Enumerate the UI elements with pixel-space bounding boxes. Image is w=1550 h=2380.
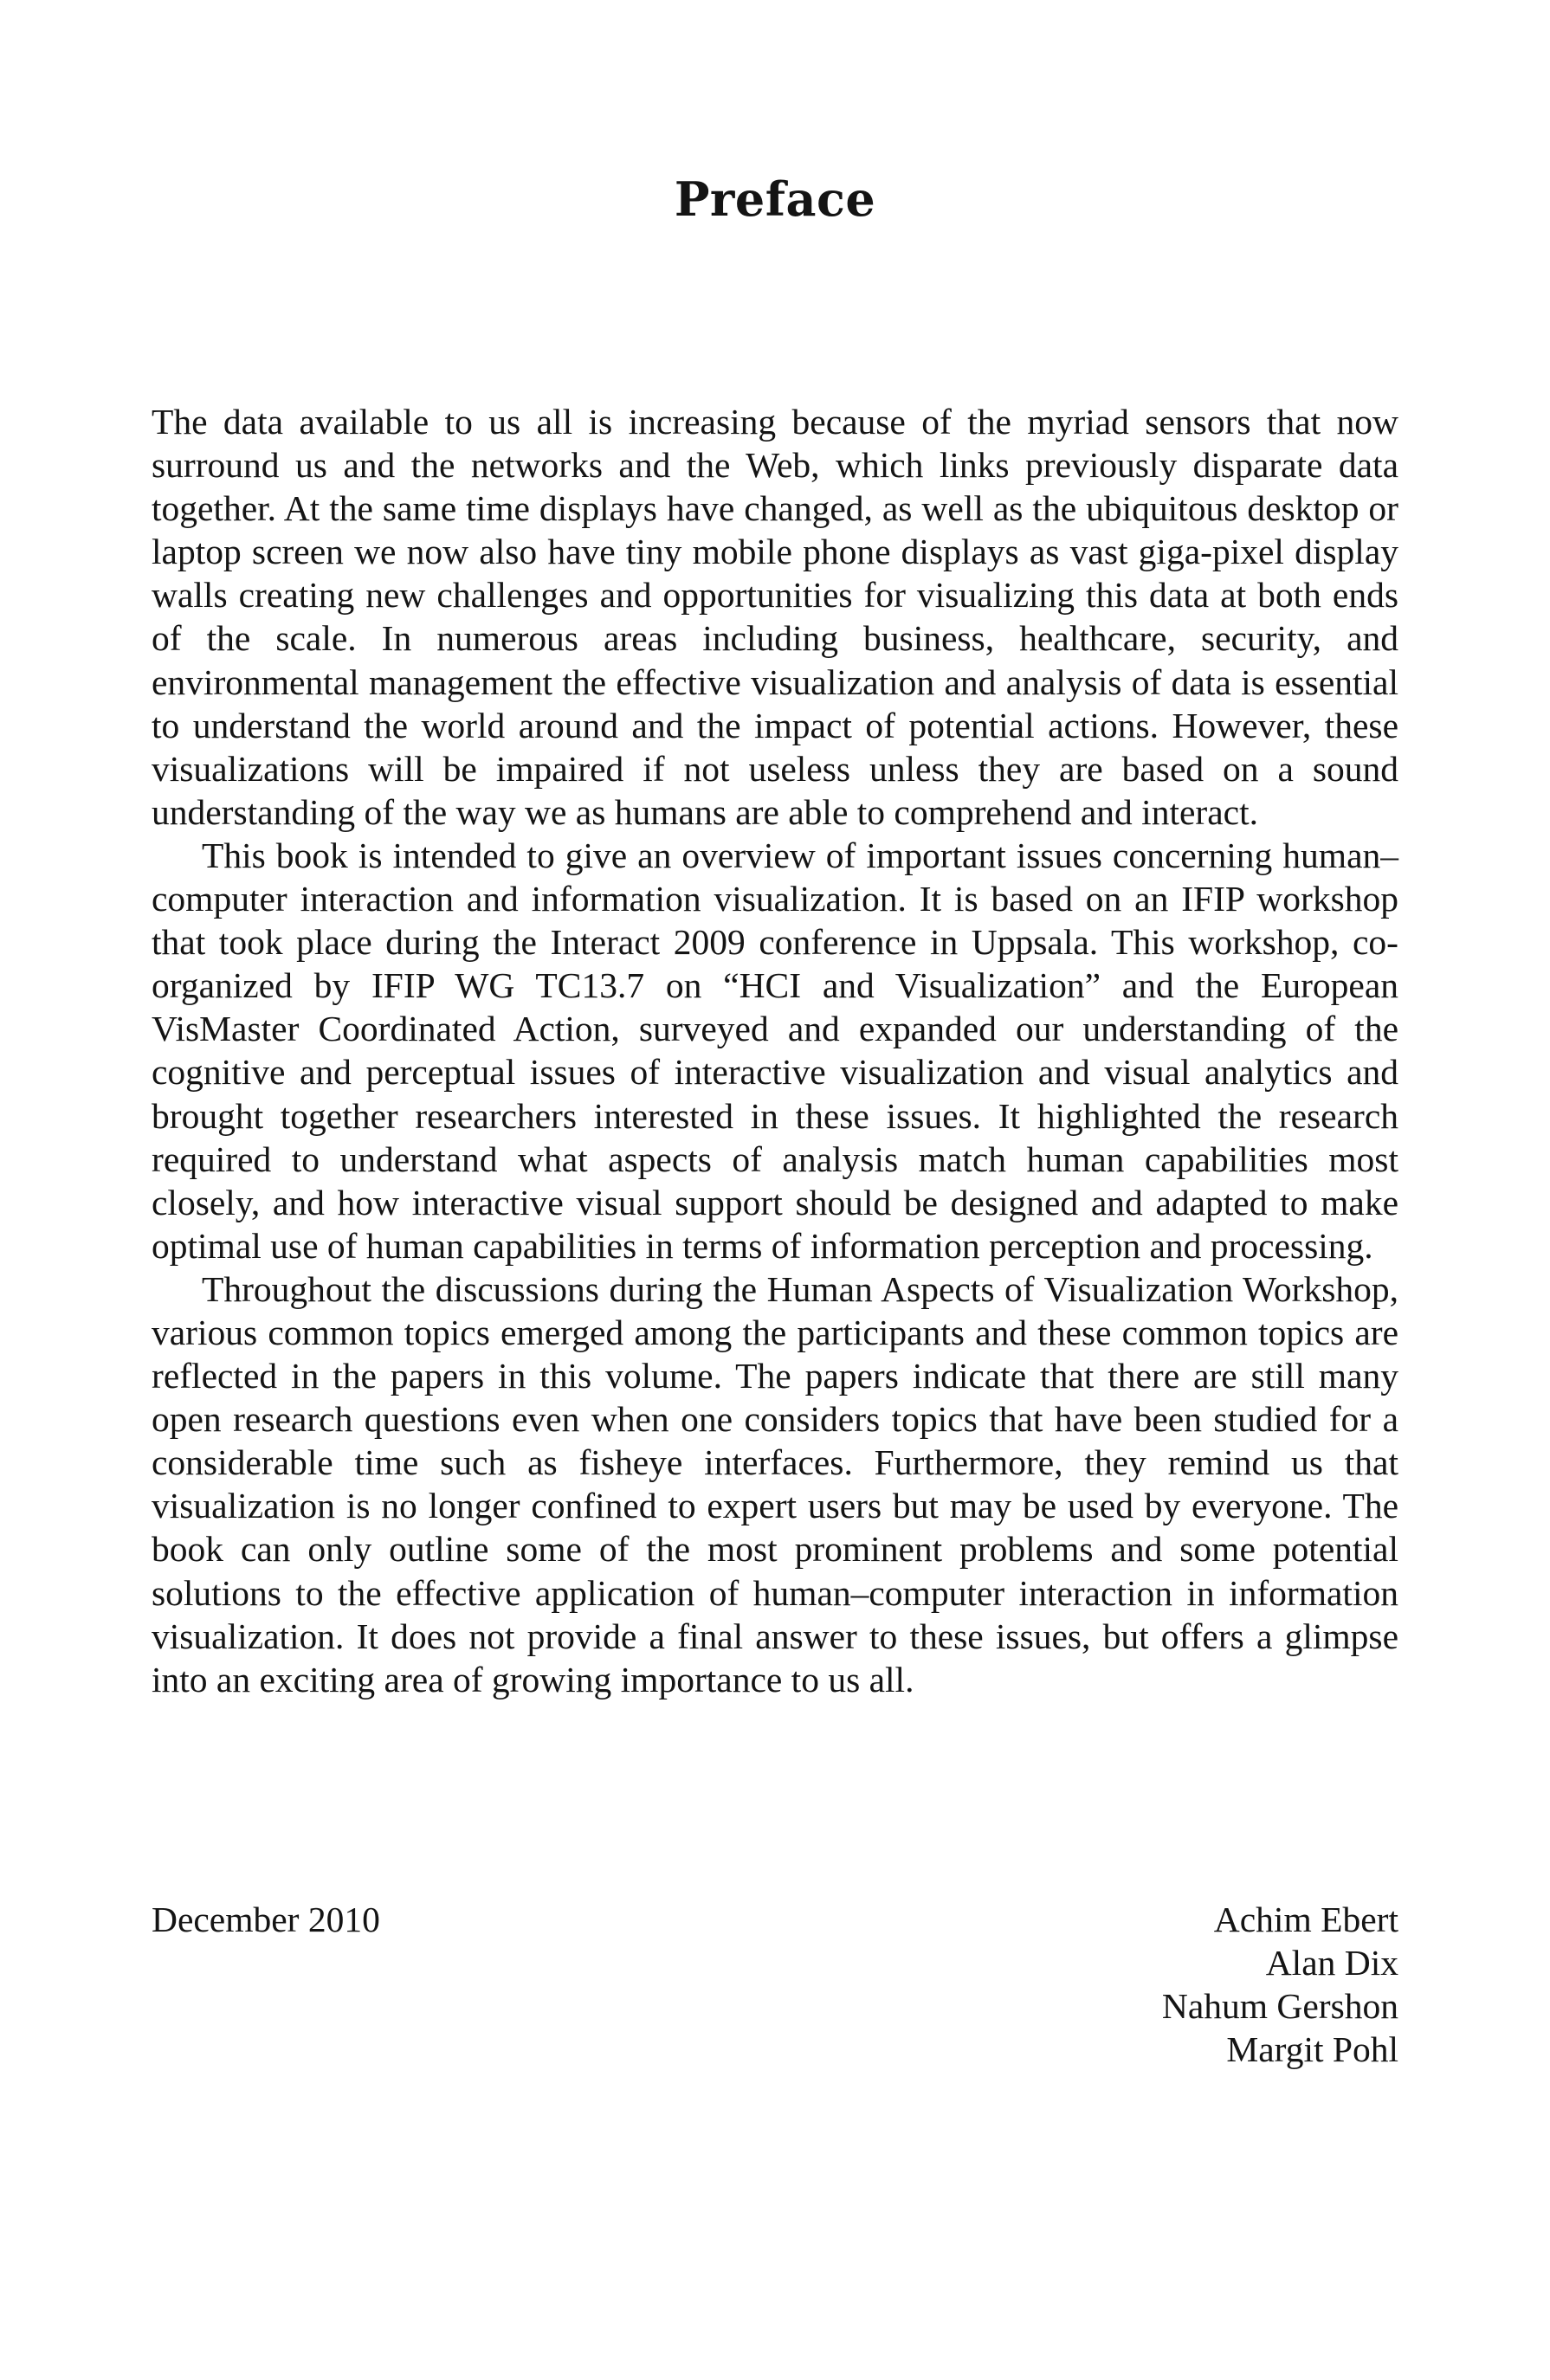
paragraph-1: The data available to us all is increasing because of the myriad sensors that now surround us and the networks and the Web, which links previously disparate data together. At the same time displays have changed, as well as the ubiquitous desktop or laptop screen we now also have tiny mobile phone displays as vast giga-pixel display walls creating new challenges and opportunities for visualizing this data at both ends of the scale. In numerous areas including business, healthcare, security, and environmental management the effective visualization and analysis of data is essential to understand the world around and the impact of potential actions. However, these visualizations will be impaired if not useless unless they are based on a sound understanding of the way we as humans are able to comprehend and interact. (152, 402, 1398, 832)
signoff-date: December 2010 (152, 1899, 380, 1939)
preface-body (152, 400, 1398, 1701)
page-title: Preface (674, 171, 876, 227)
author-name: Nahum Gershon (1161, 1986, 1398, 2026)
paragraph-3: Throughout the discussions during the Human Aspects of Visualization Workshop, various common topics emerged among the participants and these common topics are reflected in the papers in this volume. The papers indicate that there are still many open research questions even when one considers topics that have been studied for a considerable time such as fisheye interfaces. Furthermore, they remind us that visualization is no longer confined to expert users but may be used by everyone. The book can only outline some of the most prominent problems and some potential solutions to the effective application of human–computer interaction in information visualization. It does not provide a final answer to these issues, but offers a glimpse into an exciting area of growing importance to us all. (152, 1268, 1398, 1700)
author-name: Achim Ebert (1213, 1899, 1398, 1939)
author-name: Margit Pohl (1226, 2029, 1398, 2069)
author-list (1162, 1898, 1398, 2071)
author-name: Alan Dix (1265, 1943, 1398, 1983)
paragraph-2: This book is intended to give an overview of important issues concerning human–computer interaction and information visualization. It is based on an IFIP workshop that took place during the Interact 2009 conference in Uppsala. This workshop, co-organized by IFIP WG TC13.7 on “HCI and Visualization” and the European VisMaster Coordinated Action, surveyed and expanded our understanding of the cognitive and perceptual issues of interactive visualization and visual analytics and brought together researchers interested in these issues. It highlighted the research required to understand what aspects of analysis match human capabilities most closely, and how interactive visual support should be designed and adapted to make optimal use of human capabilities in terms of information perception and processing. (152, 835, 1398, 1266)
